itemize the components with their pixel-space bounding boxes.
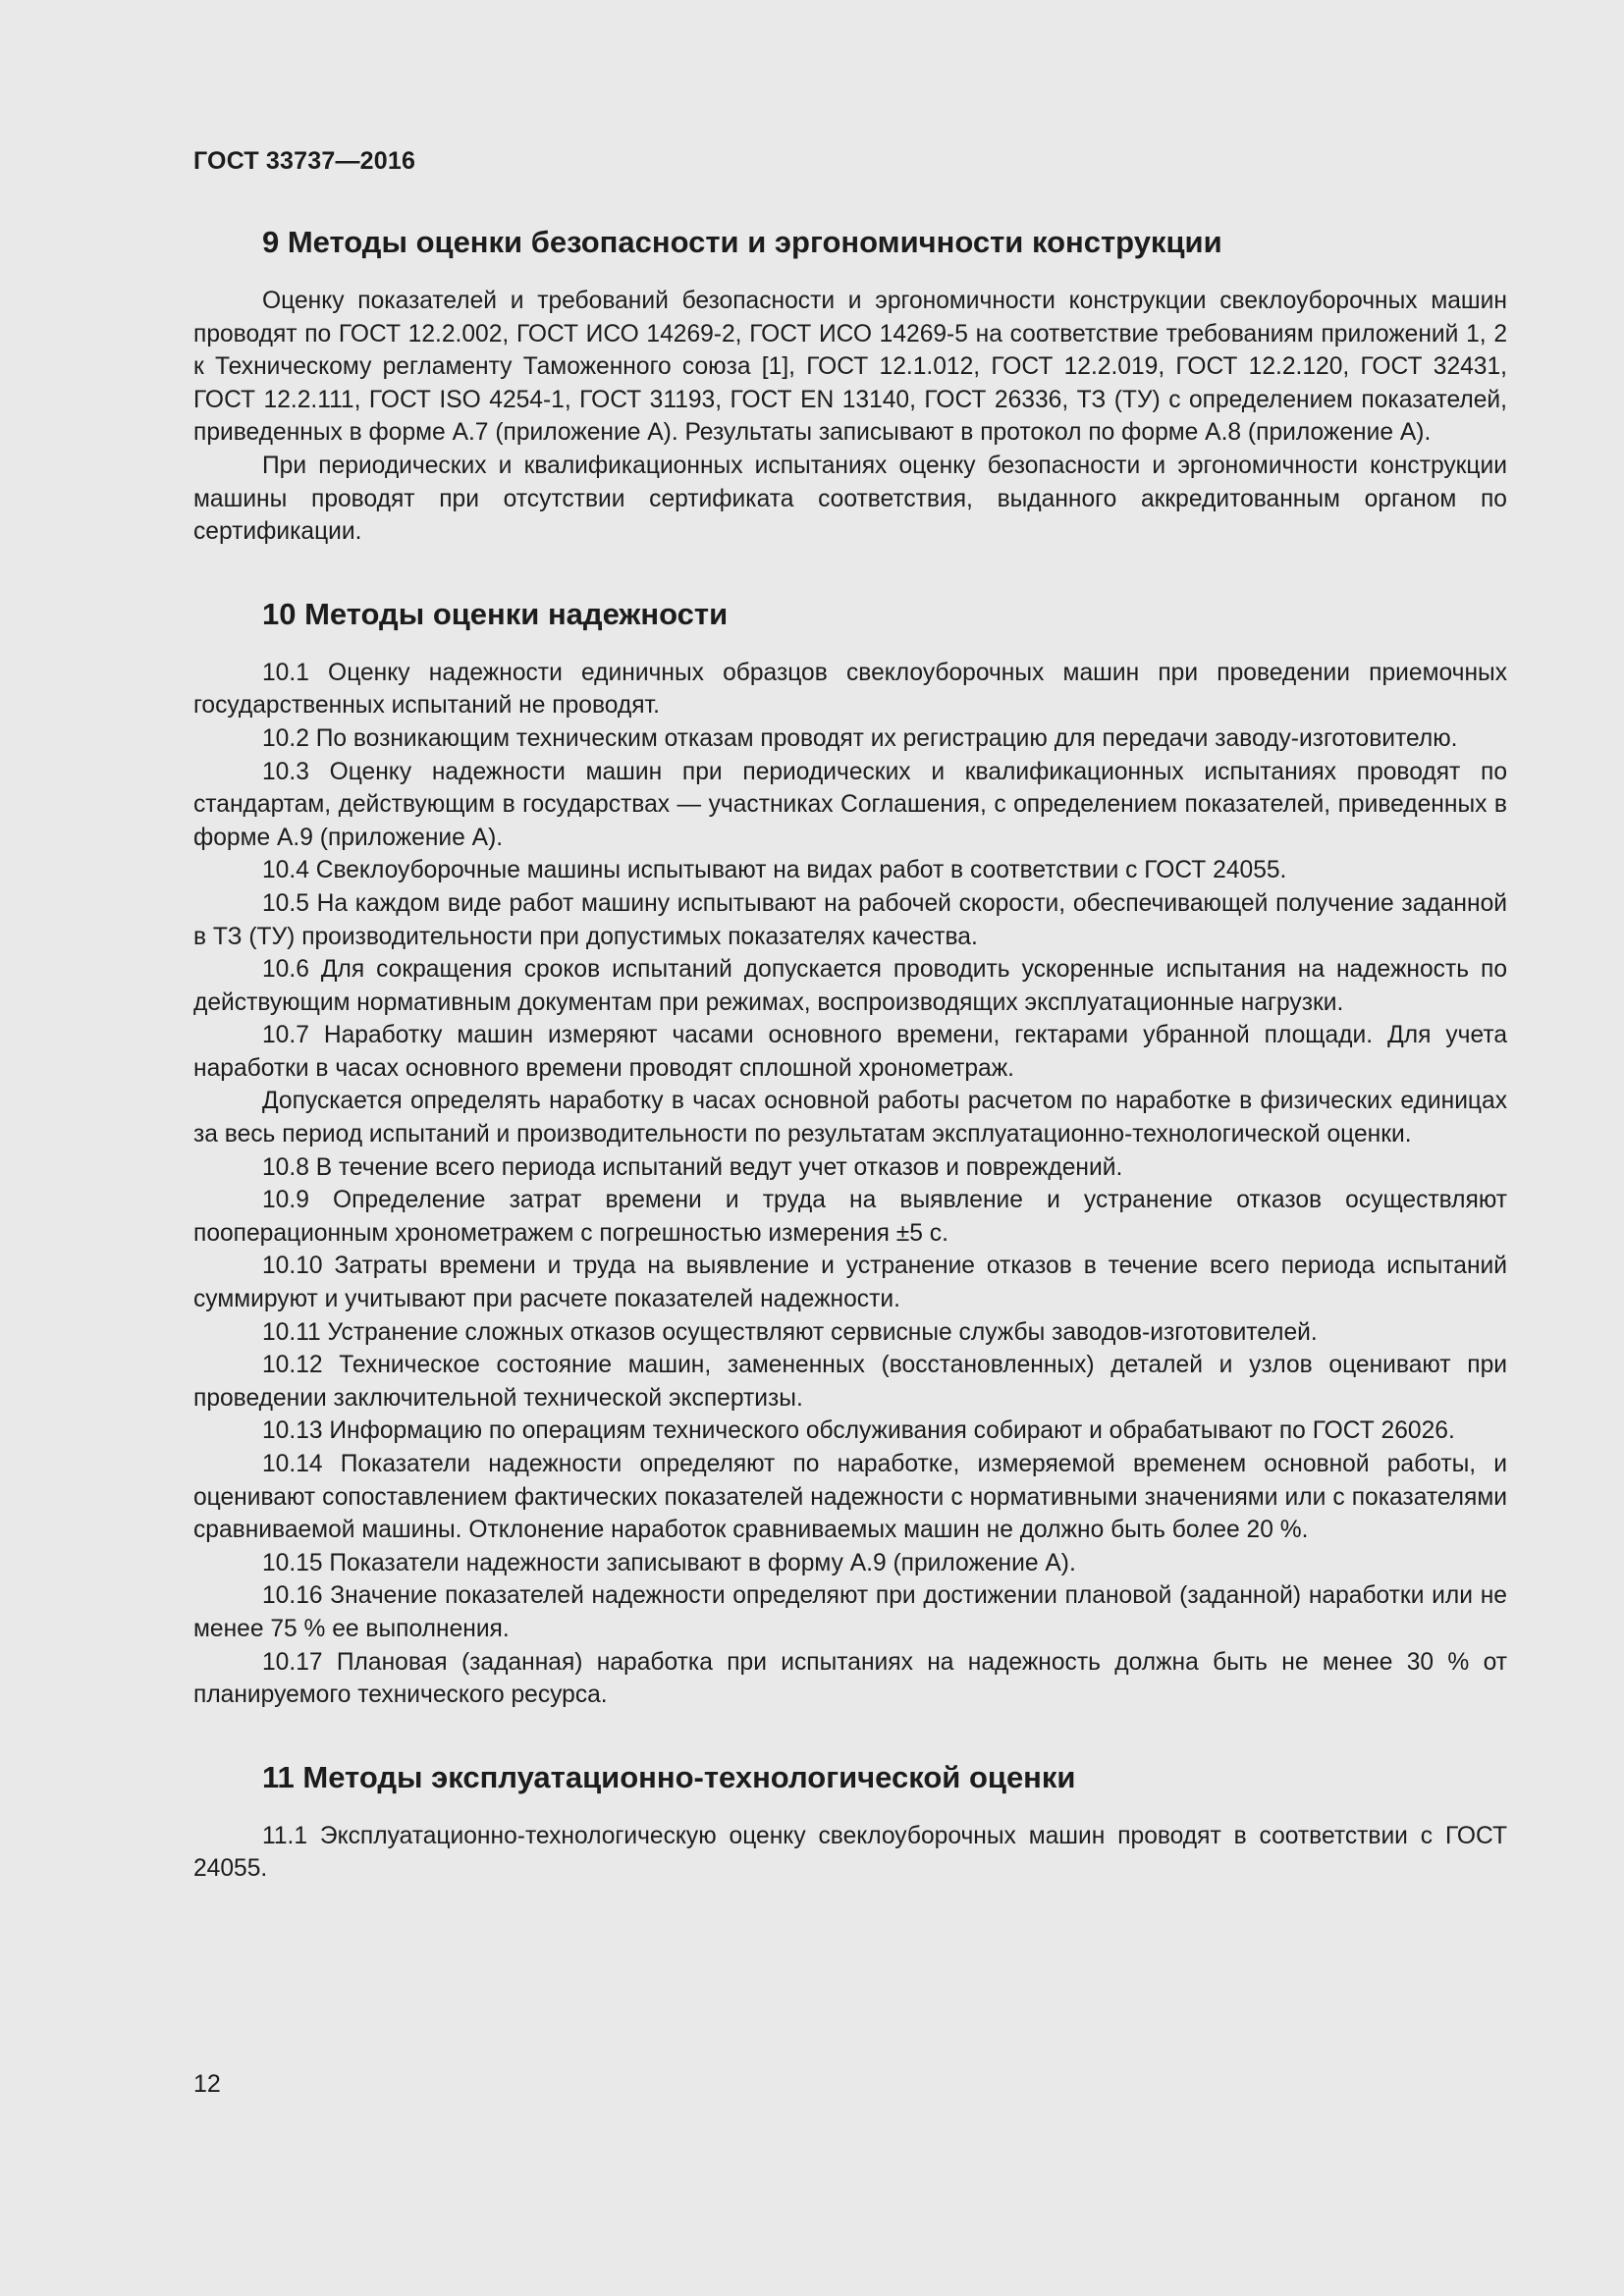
paragraph: 10.15 Показатели надежности записывают в форму А.9 (приложение А). [262, 1549, 1076, 1576]
paragraph: 10.3 Оценку надежности машин при периодических и квалификационных испытаниях проводят по стандартам, действующим в государствах — участниках Соглашения, с определением показателей, приведенных в форме А.9 (приложение А). [193, 758, 1507, 851]
paragraph: 10.17 Плановая (заданная) наработка при испытаниях на надежность должна быть не менее 30 % от планируемого технического ресурса. [193, 1648, 1507, 1709]
paragraph: 10.9 Определение затрат времени и труда на выявление и устранение отказов осуществляют пооперационным хронометражем с погрешностью измерения ±5 с. [193, 1187, 1507, 1247]
document-code-header: ГОСТ 33737—2016 [193, 147, 416, 175]
paragraph: 10.13 Информацию по операциям технического обслуживания собирают и обрабатывают по ГОСТ 26026. [262, 1417, 1455, 1445]
section-title: 11 Методы эксплуатационно-технологической оценки [262, 1759, 1076, 1794]
section-10 [193, 594, 1507, 1712]
section-title: 10 Методы оценки надежности [262, 596, 729, 631]
paragraph: 10.12 Техническое состояние машин, замененных (восстановленных) деталей и узлов оценивают при проведении заключительной технической экспертизы. [193, 1352, 1507, 1412]
paragraph: 10.14 Показатели надежности определяют по наработке, измеряемой временем основной работы, и оценивают сопоставлением фактических показателей надежности с нормативными значениями или с показателями сравниваемой машины. Отклонение наработок сравниваемых машин не должно быть более 20 %. [193, 1451, 1507, 1544]
document-body [193, 222, 1507, 1886]
paragraph: 10.6 Для сокращения сроков испытаний допускается проводить ускоренные испытания на надежность по действующим нормативным документам при режимах, воспроизводящих эксплуатационные нагрузки. [193, 956, 1507, 1016]
paragraph: 10.8 В течение всего периода испытаний ведут учет отказов и повреждений. [262, 1153, 1123, 1181]
paragraph: 10.10 Затраты времени и труда на выявление и устранение отказов в течение всего периода испытаний суммируют и учитывают при расчете показателей надежности. [193, 1253, 1507, 1313]
paragraph: 10.11 Устранение сложных отказов осуществляют сервисные службы заводов-изготовителей. [262, 1318, 1318, 1346]
paragraph: 11.1 Эксплуатационно-технологическую оценку свеклоуборочных машин проводят в соответствии с ГОСТ 24055. [193, 1822, 1507, 1883]
paragraph: 10.2 По возникающим техническим отказам проводят их регистрацию для передачи заводу-изготовителю. [262, 724, 1458, 752]
section-9 [193, 222, 1507, 549]
paragraph: Допускается определять наработку в часах основной работы расчетом по наработке в физических единицах за весь период испытаний и производительности по результатам эксплуатационно-технологической оценки. [193, 1088, 1507, 1148]
paragraph: При периодических и квалификационных испытаниях оценку безопасности и эргономичности конструкции машины проводят при отсутствии сертификата соответствия, выданного аккредитованным органом по сертификации. [193, 452, 1507, 546]
paragraph: Оценку показателей и требований безопасности и эргономичности конструкции свеклоуборочных машин проводят по ГОСТ 12.2.002, ГОСТ ИСО 14269-2, ГОСТ ИСО 14269-5 на соответствие требованиям приложений 1, 2 к Техническому регламенту Таможенного союза [1], ГОСТ 12.1.012, ГОСТ 12.2.019, ГОСТ 12.2.120, ГОСТ 32431, ГОСТ 12.2.111, ГОСТ ISO 4254-1, ГОСТ 31193, ГОСТ EN 13140, ГОСТ 26336, ТЗ (ТУ) с определением показателей, приведенных в форме А.7 (приложение А). Результаты записывают в протокол по форме А.8 (приложение А). [193, 288, 1507, 447]
paragraph: 10.5 На каждом виде работ машину испытывают на рабочей скорости, обеспечивающей получение заданной в ТЗ (ТУ) производительности при допустимых показателях качества. [193, 889, 1507, 950]
section-11 [193, 1757, 1507, 1886]
page-number: 12 [193, 2070, 221, 2098]
paragraph: 10.1 Оценку надежности единичных образцов свеклоуборочных машин при проведении приемочных государственных испытаний не проводят. [193, 659, 1507, 720]
paragraph: 10.4 Свеклоуборочные машины испытывают на видах работ в соответствии с ГОСТ 24055. [262, 857, 1287, 884]
paragraph: 10.7 Наработку машин измеряют часами основного времени, гектарами убранной площади. Для учета наработки в часах основного времени проводят сплошной хронометраж. [193, 1022, 1507, 1082]
section-title: 9 Методы оценки безопасности и эргономичности конструкции [262, 225, 1222, 259]
paragraph: 10.16 Значение показателей надежности определяют при достижении плановой (заданной) наработки или не менее 75 % ее выполнения. [193, 1582, 1507, 1642]
